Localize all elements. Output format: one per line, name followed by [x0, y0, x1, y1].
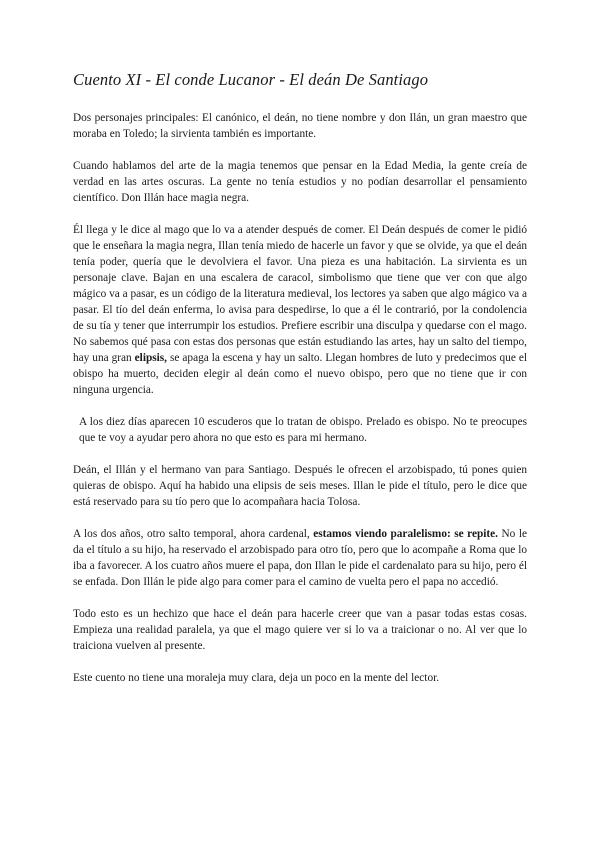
- paragraph-text: Dos personajes principales: El canónico, el deán, no tiene nombre y don Ilán, un gran maestro que moraba en Toledo; la sirvienta también es importante.: [73, 112, 527, 140]
- paragraph-text: se apaga la escena y hay un salto. Llegan hombres de luto y predecimos que el obispo ha muerto, deciden elegir al deán como el nuevo obispo, pero que no tiene que ir con ninguna urgencia.: [73, 352, 527, 396]
- document-page: [73, 70, 527, 702]
- paragraph-5: [73, 462, 527, 510]
- paragraph-4: [73, 414, 527, 446]
- paragraph-text: Todo esto es un hechizo que hace el deán para hacerle creer que van a pasar todas estas cosas. Empieza una realidad paralela, ya que el mago quiere ver si lo va a traicionar o no. Al ver que lo traiciona vuelven al presente.: [73, 608, 527, 652]
- paragraph-8: [73, 670, 527, 686]
- paragraph-text: Deán, el Illán y el hermano van para Santiago. Después le ofrecen el arzobispado, tú pones quien quieras de obispo. Aquí ha habido una elipsis de seis meses. Illan le pide el título, pero le dice que está reservado para su tío pero que lo acompañara hacia Tolosa.: [73, 464, 527, 508]
- paragraph-1: [73, 110, 527, 142]
- bold-term-elipsis: elipsis,: [134, 352, 168, 364]
- paragraph-3: [73, 222, 527, 398]
- paragraph-text: No le da el título a su hijo, ha reservado el arzobispado para otro tío, pero que lo acompañe a Roma que lo iba a favorecer. A los cuatro años muere el papa, don Illan le pide el cardenalato para su hijo, pero él se enfada. Don Illán le pide algo para comer para el camino de vuelta pero el papa no accedió.: [73, 528, 527, 588]
- paragraph-6: [73, 526, 527, 590]
- bold-phrase-paralelismo: estamos viendo paralelismo: se repite.: [313, 528, 499, 540]
- paragraph-2: [73, 158, 527, 206]
- paragraph-text: Él llega y le dice al mago que lo va a atender después de comer. El Deán después de comer le pidió que le enseñara la magia negra, Illan tenía miedo de hacerle un favor y que se olvide, ya que el deán tenía poder, quería que le devolviera el favor. Una pieza es una habitación. La sirvienta es un personaje clave. Bajan en una escalera de caracol, simbolismo que tiene que ver con que algo mágico va a pasar, es un código de la literatura medieval, los lectores ya saben que algo mágico va a pasar. El tío del deán enferma, lo avisa para despedirse, lo que a él le contrarió, por la condolencia de su tía y tener que interrumpir los estudios. Prefiere escribir una disculpa y quedarse con el mago. No sabemos qué pasa con estas dos personas que están estudiando las artes, hay un salto del tiempo, hay una gran: [73, 224, 527, 364]
- paragraph-text: Este cuento no tiene una moraleja muy clara, deja un poco en la mente del lector.: [73, 672, 440, 684]
- paragraph-text: Cuando hablamos del arte de la magia tenemos que pensar en la Edad Media, la gente creía de verdad en las artes oscuras. La gente no tenía estudios y no podían desarrollar el pensamiento científico. Don Illán hace magia negra.: [73, 160, 527, 204]
- paragraph-text: A los dos años, otro salto temporal, ahora cardenal,: [73, 528, 314, 540]
- document-title: Cuento XI - El conde Lucanor - El deán De Santiago: [73, 70, 429, 89]
- paragraph-text: A los diez días aparecen 10 escuderos que lo tratan de obispo. Prelado es obispo. No te preocupes que te voy a ayudar pero ahora no que esto es para mi hermano.: [79, 416, 527, 444]
- paragraph-7: [73, 606, 527, 654]
